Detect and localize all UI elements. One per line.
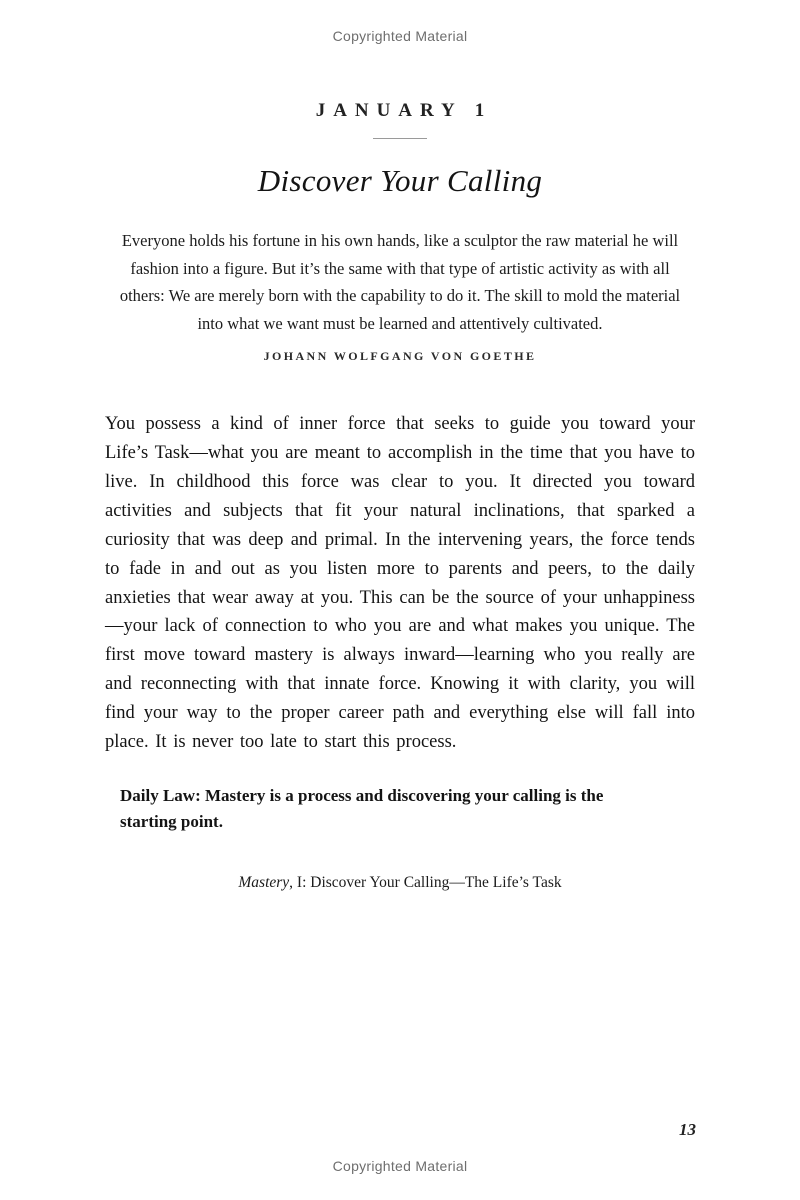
source-detail: , I: Discover Your Calling—The Life’s Task [289,873,562,891]
heading-divider [373,138,427,139]
epigraph-attribution: JOHANN WOLFGANG VON GOETHE [263,348,537,363]
daily-law-text: Daily Law: Mastery is a process and discovering your calling is the starting point. [120,786,604,832]
copyright-notice-top: Copyrighted Material [332,28,468,44]
epigraph-quote: Everyone holds his fortune in his own hands, like a sculptor the raw material he will fashion into a figure. But it’s the same with that type of artistic activity as with all others: We are merely born with the capability to do it. The skill to mold the material into what we want must be learned and attentively cultivated. [119,231,681,334]
entry-title: Discover Your Calling [257,163,543,198]
date-heading: JANUARY 1 [315,100,493,121]
page-number: 13 [679,1120,696,1139]
source-book-title: Mastery [238,873,290,891]
source-citation [0,874,800,892]
body-paragraph: You possess a kind of inner force that seeks to guide you toward your Life’s Task—what you are meant to accomplish in the time that you have to live. In childhood this force was clear to you. It directed you toward activities and subjects that fit your natural inclinations, that sparked a curiosity that was deep and primal. In the intervening years, the force tends to fade in and out as you listen more to parents and peers, to the daily anxieties that wear away at you. This can be the source of your unhappiness—your lack of connection to who you are and what makes you unique. The first move toward mastery is always inward—learning who you really are and reconnecting with that innate force. Knowing it with clarity, you will find your way to the proper career path and everything else will fall into place. It is never too late to start this process. [105,413,695,753]
copyright-notice-bottom: Copyrighted Material [332,1158,468,1174]
